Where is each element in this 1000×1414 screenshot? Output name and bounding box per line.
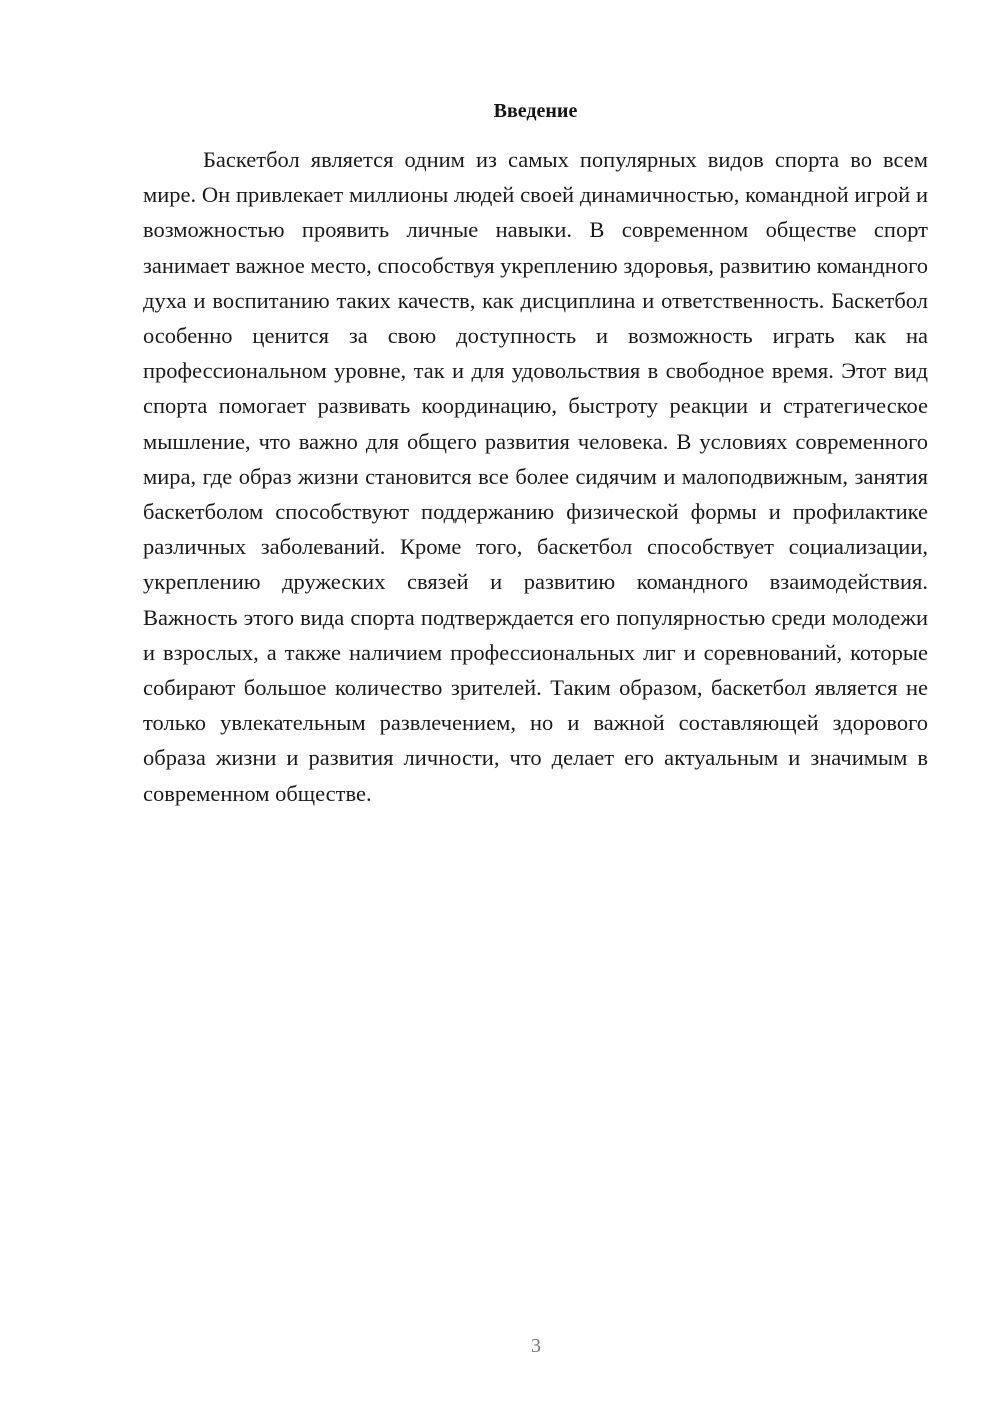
page-number: 3 <box>531 1335 541 1357</box>
body-paragraph: Баскетбол является одним из самых популярных видов спорта во всем мире. Он привлекает миллионы людей своей динамичностью, командной игрой и возможностью проявить личные навыки. В современном обществе спорт занимает важное место, способствуя укреплению здоровья, развитию командного духа и воспитанию таких качеств, как дисциплина и ответственность. Баскетбол особенно ценится за свою доступность и возможность играть как на профессиональном уровне, так и для удовольствия в свободное время. Этот вид спорта помогает развивать координацию, быстроту реакции и стратегическое мышление, что важно для общего развития человека. В условиях современного мира, где образ жизни становится все более сидячим и малоподвижным, занятия баскетболом способствуют поддержанию физической формы и профилактике различных заболеваний. Кроме того, баскетбол способствует социализации, укреплению дружеских связей и развитию командного взаимодействия. Важность этого вида спорта подтверждается его популярностью среди молодежи и взрослых, а также наличием профессиональных лиг и соревнований, которые собирают большое количество зрителей. Таким образом, баскетбол является не только увлекательным развлечением, но и важной составляющей здорового образа жизни и развития личности, что делает его актуальным и значимым в современном обществе. <box>143 147 929 806</box>
section-heading: Введение <box>493 100 578 122</box>
